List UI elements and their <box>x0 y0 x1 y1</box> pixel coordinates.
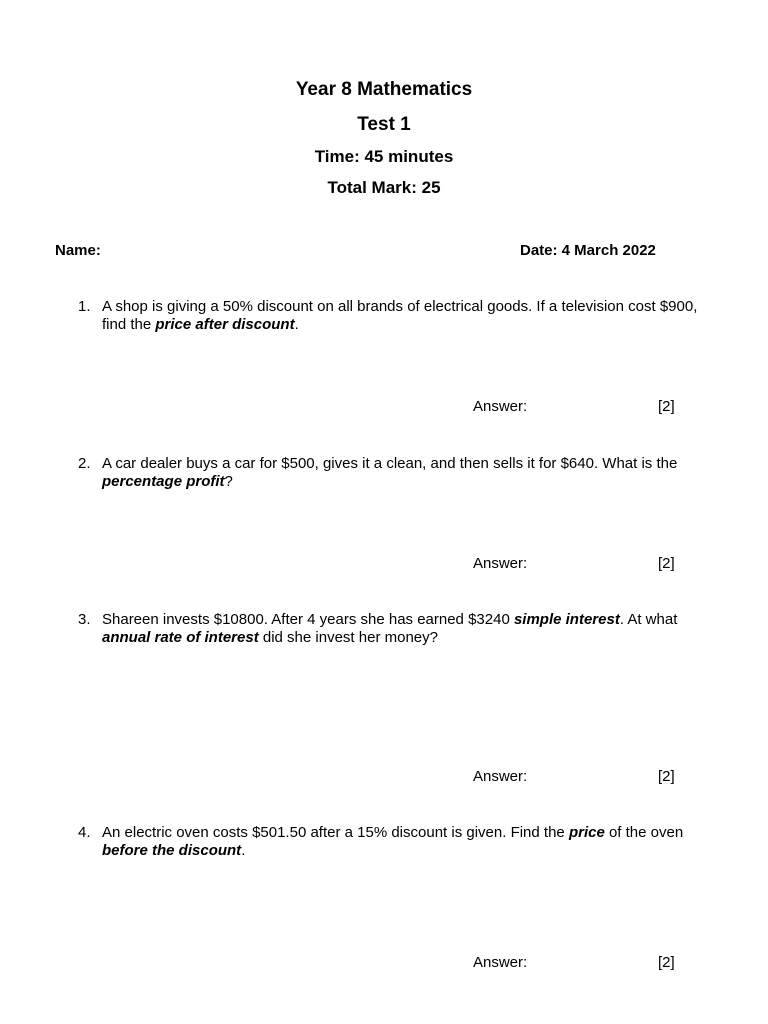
question-text <box>102 611 712 647</box>
name-label: Name: <box>55 242 101 259</box>
total-mark: Total Mark: 25 <box>327 178 441 197</box>
marks-label: [2] <box>658 398 675 415</box>
emphasized-term: price after discount <box>155 316 295 333</box>
answer-label: Answer: <box>473 954 528 971</box>
question-text <box>102 455 712 491</box>
question-text-run: Shareen invests $10800. After 4 years she has earned $3240 <box>102 611 514 628</box>
marks-label: [2] <box>658 555 675 572</box>
question-text <box>102 824 712 860</box>
date-label: Date: 4 March 2022 <box>520 242 656 259</box>
question-text-run: A shop is giving a 50% discount on all brands of electrical goods. If a television cost $900, find the <box>102 298 698 333</box>
emphasized-term: annual rate of interest <box>102 629 259 646</box>
marks-label: [2] <box>658 954 675 971</box>
emphasized-term: percentage profit <box>102 473 225 490</box>
answer-label: Answer: <box>473 768 528 785</box>
question-text-run: A car dealer buys a car for $500, gives it a clean, and then sells it for $640. What is the <box>102 455 678 472</box>
question-number: 2. <box>78 455 91 472</box>
question-text-run: ? <box>224 473 233 490</box>
question-text-run: An electric oven costs $501.50 after a 15% discount is given. Find the <box>102 824 569 841</box>
time-limit: Time: 45 minutes <box>314 147 454 166</box>
question-text-run: of the oven <box>604 824 684 841</box>
question-number: 4. <box>78 824 91 841</box>
answer-label: Answer: <box>473 398 528 415</box>
question-text-run: . <box>241 842 246 859</box>
emphasized-term: before the discount <box>102 842 242 859</box>
question-text-run: did she invest her money? <box>258 629 438 646</box>
document-title: Year 8 Mathematics <box>295 79 473 100</box>
question-number: 3. <box>78 611 91 628</box>
answer-label: Answer: <box>473 555 528 572</box>
question-text <box>102 298 712 334</box>
marks-label: [2] <box>658 768 675 785</box>
emphasized-term: simple interest <box>513 611 620 628</box>
question-text-run: . At what <box>619 611 678 628</box>
emphasized-term: price <box>568 824 605 841</box>
question-number: 1. <box>78 298 91 315</box>
test-number: Test 1 <box>357 114 411 135</box>
question-text-run: . <box>294 316 299 333</box>
